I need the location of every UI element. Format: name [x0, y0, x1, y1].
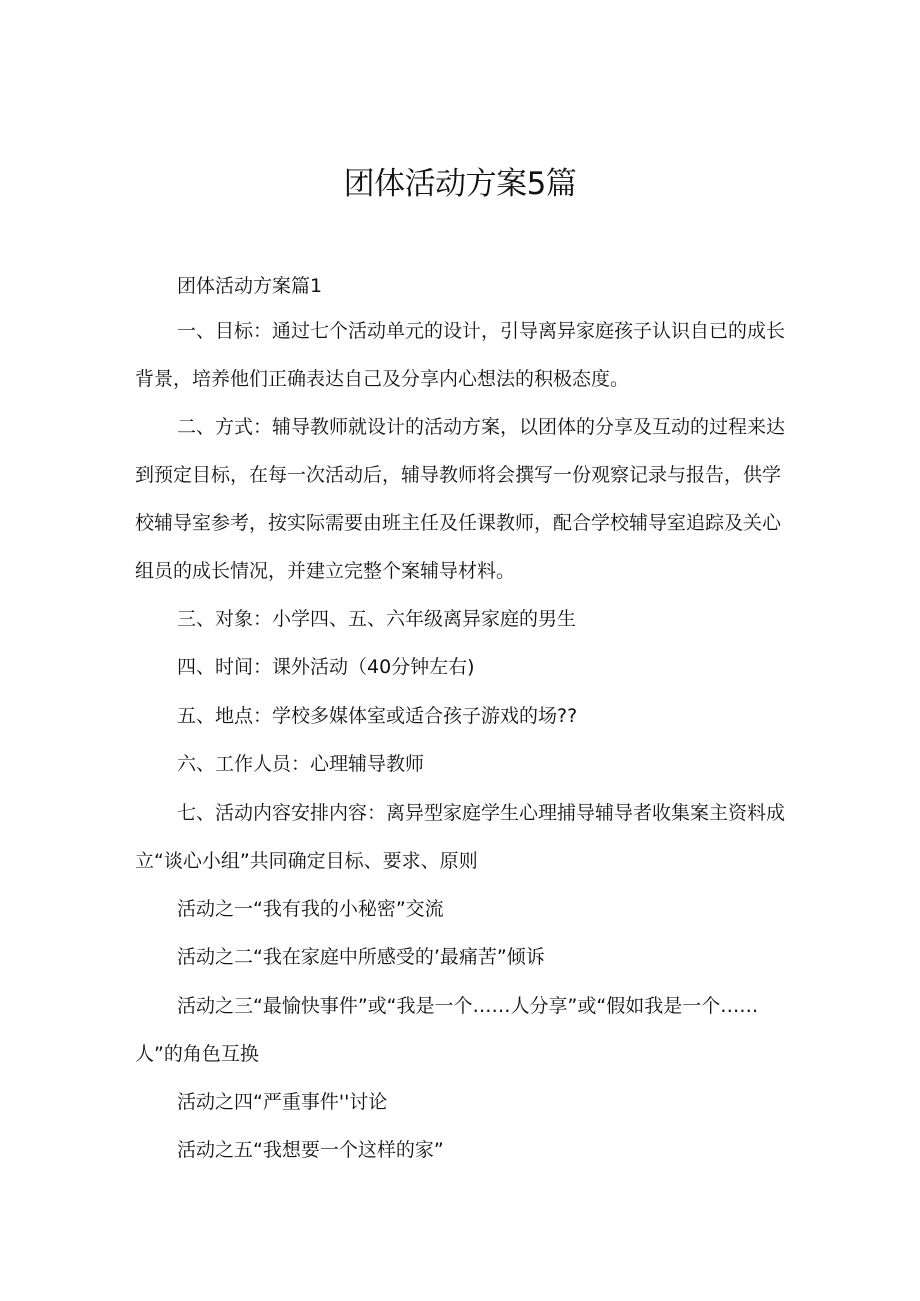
activity-1: 活动之一“我有我的小秘密”交流 — [177, 898, 444, 920]
paragraph-method: 二、方式：辅导教师就设计的活动方案，以团体的分享及互动的过程来达到预定目标，在每一次活动后，辅导教师将会撰写一份观察记录与报告，供学校辅导室参考，按实际需要由班主任及任课教师，配合学校辅导室追踪及关心组员的成长情况，并建立完整个案辅导材料。 — [135, 416, 786, 582]
paragraph-goal: 一、目标：通过七个活动单元的设计，引导离异家庭孩子认识自已的成长背景，培养他们正确表达自己及分享内心想法的积极态度。 — [135, 320, 786, 390]
section-heading: 团体活动方案篇1 — [177, 275, 323, 297]
paragraph-location: 五、地点：学校多媒体室或适合孩子游戏的场?? — [177, 705, 578, 727]
activity-2: 活动之二“我在家庭中所感受的’最痛苦”倾诉 — [177, 946, 545, 968]
activity-4: 活动之四“严重事件''讨论 — [177, 1091, 388, 1113]
paragraph-staff: 六、工作人员：心理辅导教师 — [177, 753, 425, 775]
activity-3: 活动之三“最愉快事件”或“我是一个……人分享”或“假如我是一个……人”的角色互换 — [135, 995, 759, 1065]
paragraph-time: 四、时间：课外活动（40分钟左右) — [177, 656, 475, 678]
paragraph-content: 七、活动内容安排内容：离异型家庭学生心理捕导辅导者收集案主资料成立“谈心小组”共同确定目标、要求、原则 — [135, 802, 786, 872]
paragraph-target: 三、对象：小学四、五、六年级离异家庭的男生 — [177, 608, 577, 630]
document-title: 团体活动方案5篇 — [343, 166, 577, 202]
activity-5: 活动之五“我想要一个这样的家” — [177, 1139, 444, 1161]
